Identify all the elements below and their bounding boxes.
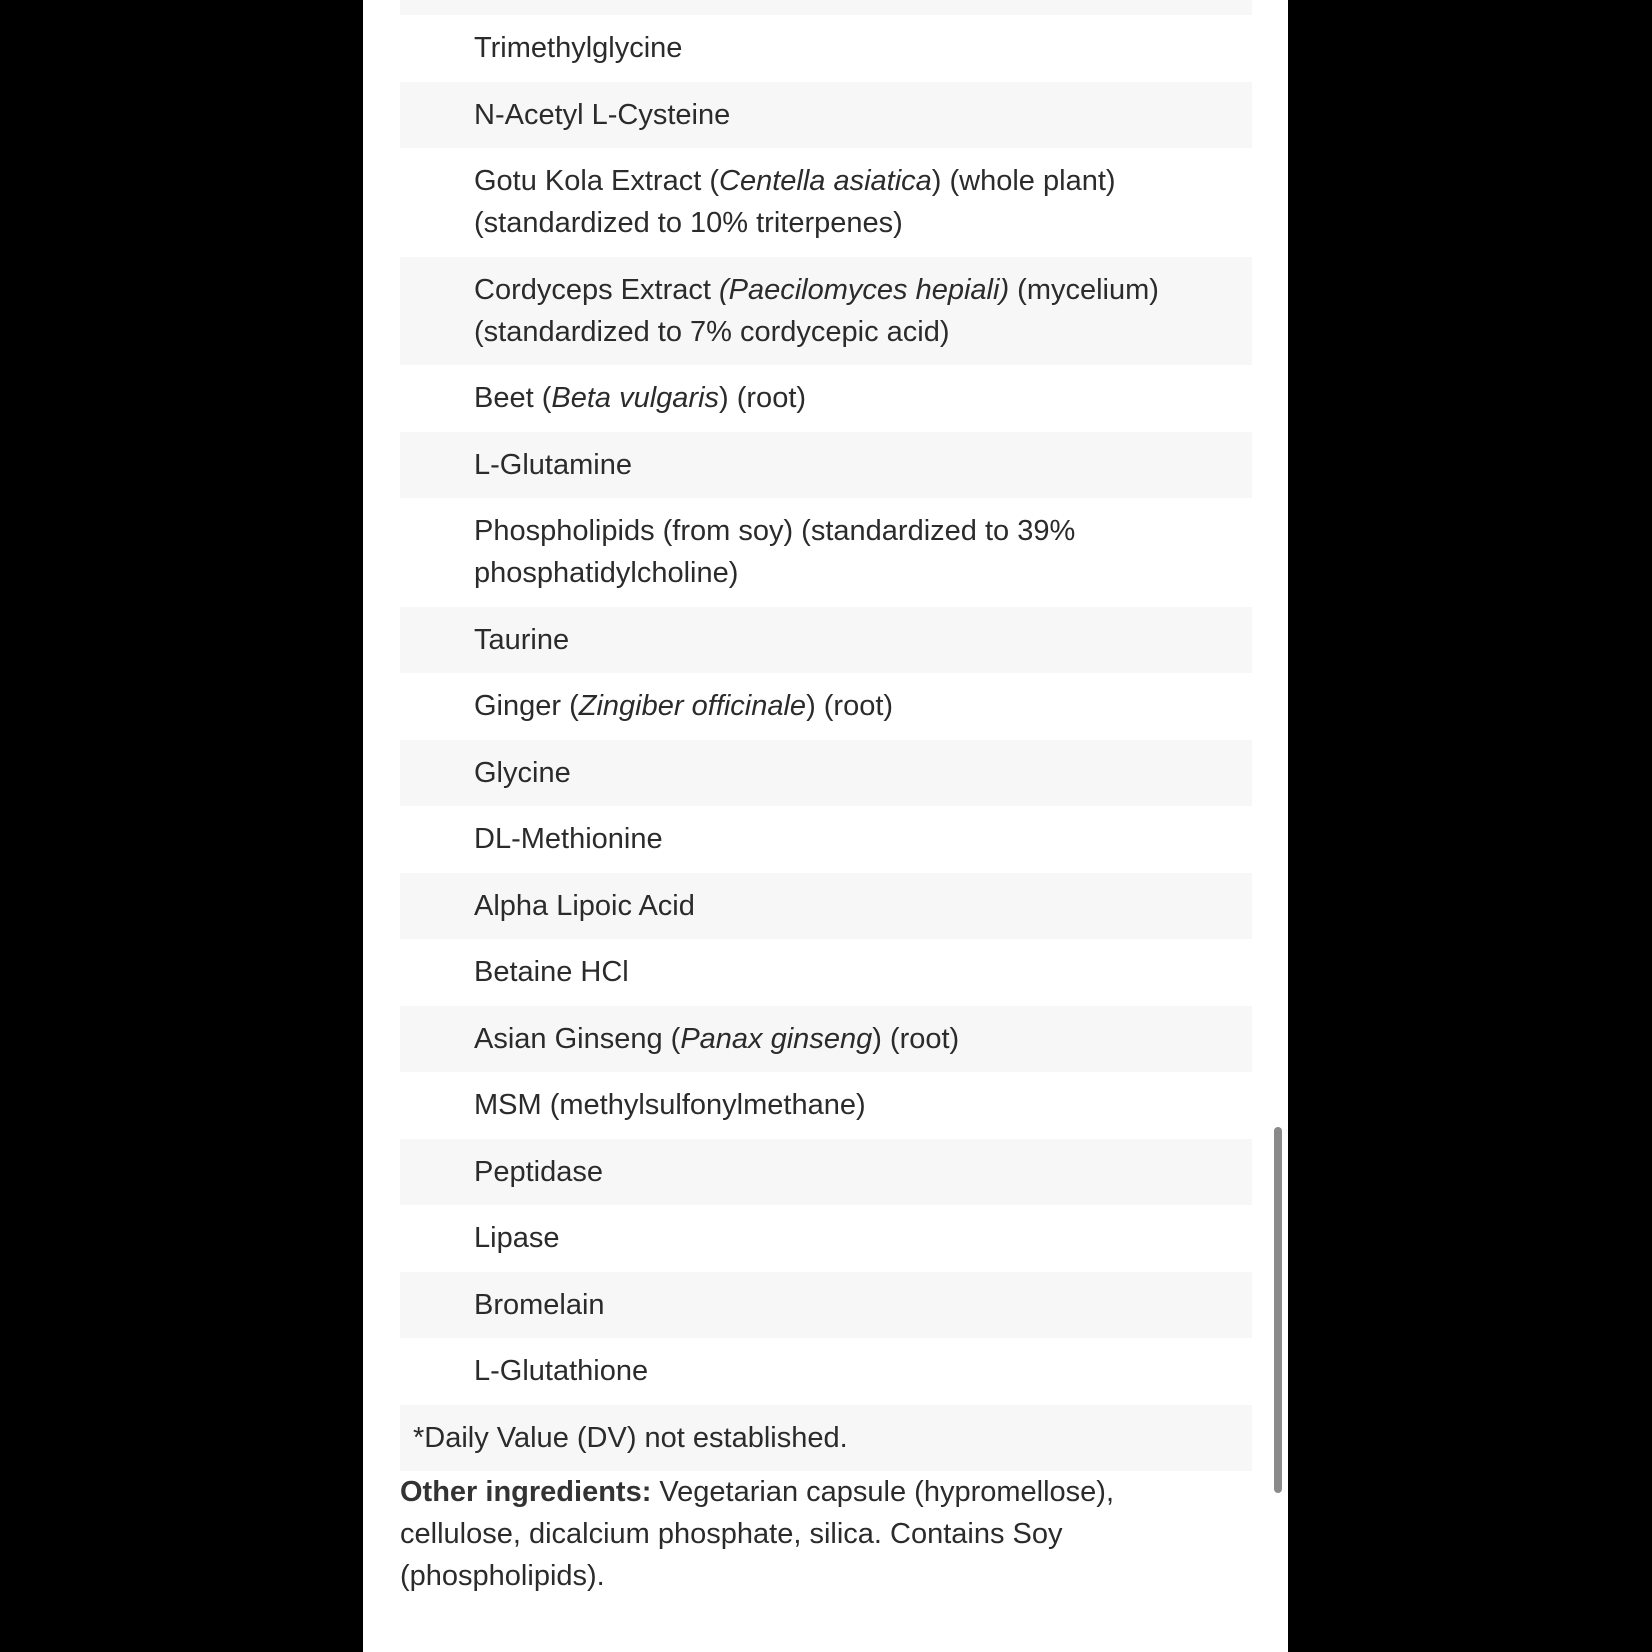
table-row	[400, 1139, 1252, 1206]
ingredient-latin-name: Zingiber officinale	[578, 690, 807, 723]
ingredient-name: MSM (methylsulfonylmethane)	[474, 1089, 866, 1122]
table-row	[400, 1338, 1252, 1405]
ingredient-name: ) (whole plant) (standardized to 10% triterpenes)	[474, 165, 1116, 240]
table-row	[400, 498, 1252, 607]
ingredient-name: ) (root)	[806, 690, 894, 723]
ingredient-name: Asian Ginseng (	[474, 1022, 681, 1055]
daily-value-footnote	[400, 1405, 1252, 1472]
ingredient-name: (mycelium) (standardized to 7% cordycepic acid)	[474, 273, 1159, 348]
table-row	[400, 873, 1252, 940]
ingredient-latin-name: Centella asiatica	[719, 165, 932, 198]
other-ingredients-label: Other ingredients:	[400, 1476, 652, 1508]
ingredient-name: Gotu Kola Extract (	[474, 165, 719, 198]
other-ingredients-text: Vegetarian capsule (hypromellose), cellulose, dicalcium phosphate, silica. Contains Soy (phospholipids).	[400, 1476, 1114, 1592]
table-row-partial	[400, 0, 1252, 15]
ingredient-name: DL-Methionine	[474, 823, 663, 856]
ingredient-name: ) (root)	[719, 382, 807, 415]
ingredient-name: Cordyceps Extract	[474, 273, 719, 306]
ingredient-name: L-Glutamine	[474, 448, 632, 481]
table-row	[400, 365, 1252, 432]
table-row	[400, 1272, 1252, 1339]
table-row	[400, 432, 1252, 499]
ingredient-name: N-Acetyl L-Cysteine	[474, 98, 731, 131]
ingredient-name: Ginger (	[474, 690, 579, 723]
table-row	[400, 15, 1252, 82]
table-row	[400, 607, 1252, 674]
table-row	[400, 1006, 1252, 1073]
table-row	[400, 939, 1252, 1006]
ingredient-name: Betaine HCl	[474, 956, 629, 989]
ingredient-latin-name: (Paecilomyces hepiali)	[718, 273, 1010, 306]
table-row	[400, 257, 1252, 366]
ingredient-name: Lipase	[474, 1222, 560, 1255]
ingredient-name: Glycine	[474, 756, 571, 789]
ingredient-latin-name: Panax ginseng	[680, 1022, 873, 1055]
ingredients-rows	[400, 15, 1252, 1405]
table-row	[400, 1072, 1252, 1139]
table-row	[400, 148, 1252, 257]
table-row	[400, 806, 1252, 873]
ingredient-name: Bromelain	[474, 1288, 605, 1321]
table-row	[400, 673, 1252, 740]
ingredient-name: L-Glutathione	[474, 1355, 649, 1388]
table-row	[400, 740, 1252, 807]
ingredient-name: Taurine	[474, 623, 570, 656]
ingredient-name: Alpha Lipoic Acid	[474, 889, 695, 922]
ingredient-latin-name: Beta vulgaris	[551, 382, 720, 415]
table-row	[400, 82, 1252, 149]
footnote-text: *Daily Value (DV) not established.	[413, 1421, 848, 1454]
ingredient-name: Phospholipids (from soy) (standardized to 39% phosphatidylcholine)	[474, 515, 1076, 590]
ingredient-name: Beet (	[474, 382, 552, 415]
ingredient-name: Trimethylglycine	[474, 32, 683, 65]
content-panel	[363, 0, 1288, 1652]
other-ingredients	[400, 1471, 1252, 1597]
ingredient-name: Peptidase	[474, 1155, 603, 1188]
ingredient-name: ) (root)	[872, 1022, 960, 1055]
scrollbar-thumb[interactable]	[1274, 1127, 1282, 1493]
ingredients-table	[400, 0, 1252, 1597]
table-row	[400, 1205, 1252, 1272]
